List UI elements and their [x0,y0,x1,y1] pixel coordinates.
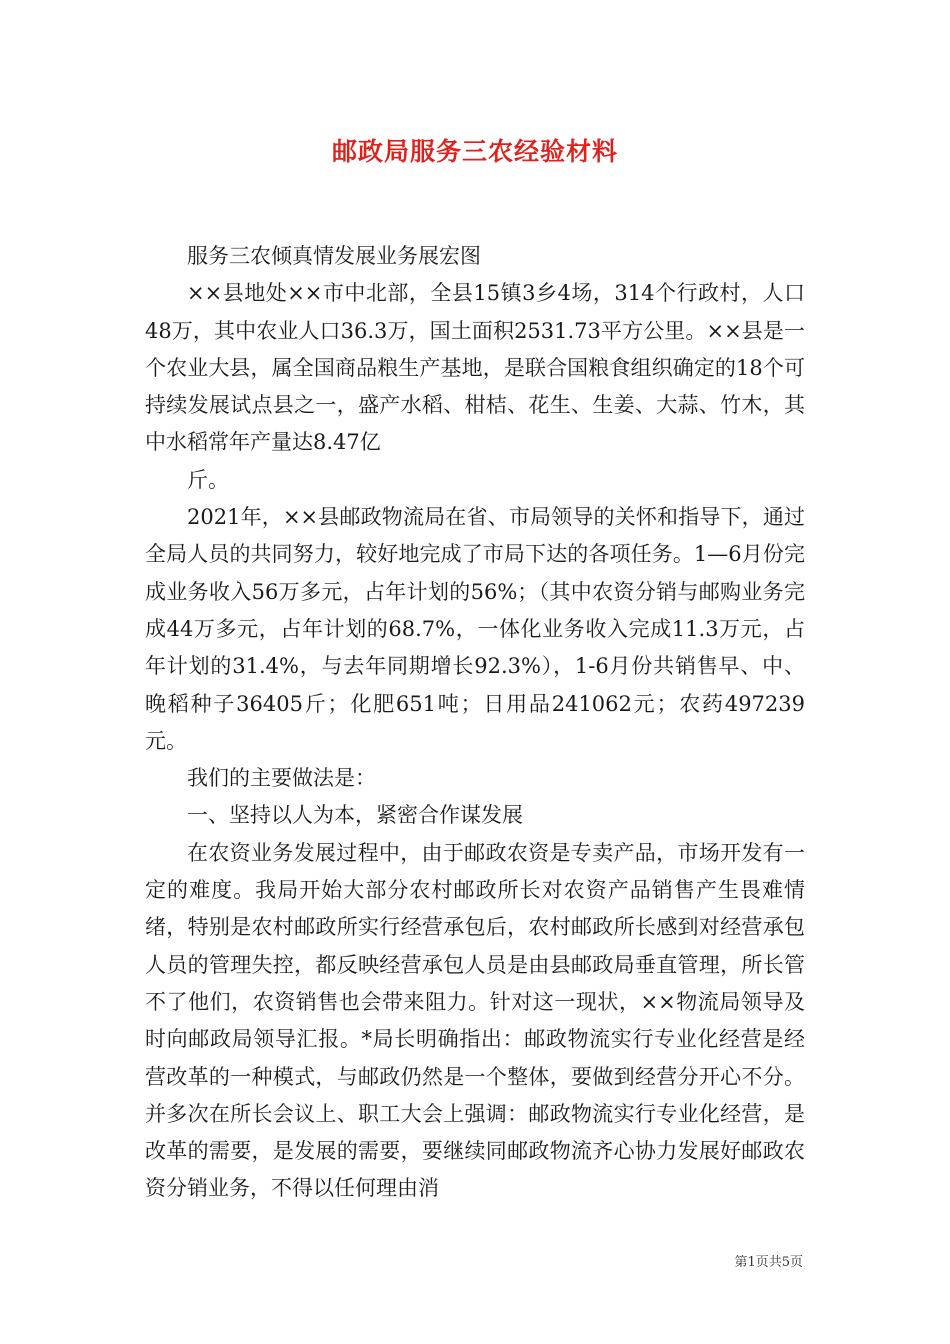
county-overview-continuation: 斤。 [187,467,229,492]
methods-intro-paragraph: 我们的主要做法是： [187,766,376,791]
section-heading-one: 一、坚持以人为本，紧密合作谋发展 [187,803,523,828]
section-one-paragraph: 在农资业务发展过程中，由于邮政农资是专卖产品，市场开发有一定的难度。我局开始大部分农村邮政所长对农资产品销售产生畏难情绪，特别是农村邮政所实行经营承包后，农村邮政所长感到对经营承包人员的管理失控，都反映经营承包人员是由县邮政局垂直管理，所长管不了他们，农资销售也会带来阻力。针对这一现状，××物流局领导及时向邮政局领导汇报。*局长明确指出：邮政物流实行专业化经营是经营改革的一种模式，与邮政仍然是一个整体，要做到经营分开心不分。并多次在所长会议上、职工大会上强调：邮政物流实行专业化经营，是改革的需要，是发展的需要，要继续同邮政物流齐心协力发展好邮政农资分销业务，不得以任何理由消 [145,840,805,1201]
performance-paragraph: 2021年，××县邮政物流局在省、市局领导的关怀和指导下，通过全局人员的共同努力，较好地完成了市局下达的各项任务。1—6月份完成业务收入56万多元，占年计划的56%；（其中农资分销与邮购业务完成44万多元，占年计划的68.7%，一体化业务收入完成11.3万元，占年计划的31.4%，与去年同期增长92.3%），1-6月份共销售早、中、晚稻种子36405斤；化肥651吨；日用品241062元；农药497239元。 [145,505,805,753]
county-overview-paragraph: ××县地处××市中北部，全县15镇3乡4场，314个行政村，人口48万，其中农业人口36.3万，国土面积2531.73平方公里。××县是一个农业大县，属全国商品粮生产基地，是联合国粮食组织确定的18个可持续发展试点县之一，盛产水稻、柑桔、花生、生姜、大蒜、竹木，其中水稻常年产量达8.47亿 [145,281,805,455]
document-body [145,238,805,1208]
page-number-footer: 第1页共5页 [734,1255,803,1270]
document-title: 邮政局服务三农经验材料 [331,137,618,166]
subtitle-paragraph: 服务三农倾真情发展业务展宏图 [187,244,481,268]
